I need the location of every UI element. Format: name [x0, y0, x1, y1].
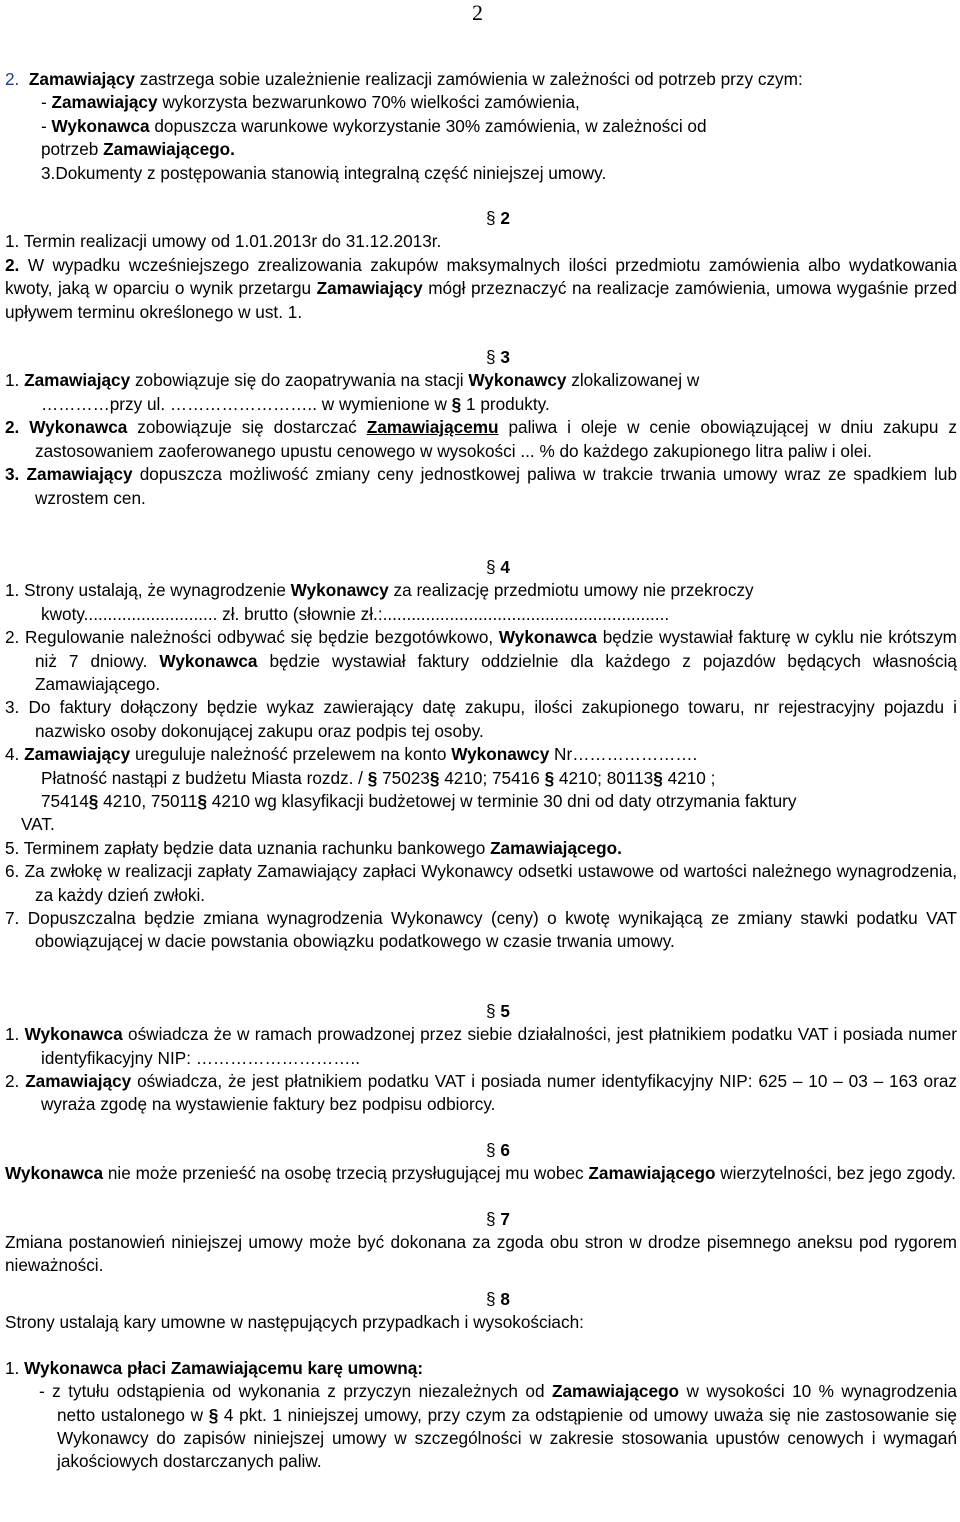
section-5-heading: § 5: [486, 1000, 510, 1021]
paragraph-sign-icon: §: [367, 767, 378, 788]
sec3-point-1-cont: …………przy ul. …………………….. w wymienione w § 1 produkty.: [41, 393, 550, 414]
paragraph-sign-icon: §: [486, 556, 496, 577]
sec7-text: Zmiana postanowień niniejszej umowy może być dokonana za zgoda obu stron w drodze pisemnego aneksu pod rygorem nieważności.: [5, 1232, 957, 1276]
paragraph-sign-icon: §: [486, 1208, 496, 1229]
sec4-point-4-classification: 75414§ 4210, 75011§ 4210 wg klasyfikacji budżetowej w terminie 30 dni od daty otrzymania faktury: [41, 790, 797, 811]
paragraph-sign-icon: §: [486, 1139, 496, 1160]
paragraph-sign-icon: §: [653, 767, 663, 788]
sec4-point-6: 6. Za zwłokę w realizacji zapłaty Zamawiający zapłaci Wykonawcy odsetki ustawowe od wartości należnego wynagrodzenia, za każdy dzień zwłoki.: [5, 861, 957, 905]
paragraph-sign-icon: §: [88, 790, 99, 811]
sec3-point-1: 1. Zamawiający zobowiązuje się do zaopatrywania na stacji Wykonawcy zlokalizowanej w: [5, 370, 700, 391]
sec2-point-2: 2. W wypadku wcześniejszego zrealizowania zakupów maksymalnych ilości przedmiotu zamówienia albo wydatkowania kwoty, jaką w oparciu o wynik przetargu Zamawiający mógł przeznaczyć na realizacje zamówienia, umowa wygaśnie przed upływem terminu określonego w ust. 1.: [5, 254, 957, 322]
sec1-bullet-2-cont: potrzeb Zamawiającego.: [41, 139, 235, 160]
sec8-bullet-1: - z tytułu odstąpienia od wykonania z przyczyn niezależnych od Zamawiającego w wysokości 10 % wynagrodzenia netto ustalonego w § 4 pkt. 1 niniejszej umowy, przy czym za odstąpienie od umowy uważa się nie zastosowanie się Wykonawcy do zapisów niniejszej umowy w szczególności w zakresie stosowania upustów cenowych i wymagań jakościowych dostarczanych paliw.: [39, 1381, 957, 1472]
paragraph-sign-icon: §: [208, 1404, 219, 1425]
section-6-heading: § 6: [486, 1139, 510, 1160]
paragraph-sign-icon: §: [486, 1288, 496, 1309]
page-number: 2: [472, 0, 483, 25]
sec4-point-7: 7. Dopuszczalna będzie zmiana wynagrodzenia Wykonawcy (ceny) o kwotę wynikającą ze zmiany stawki podatku VAT obowiązującej w dacie powstania obowiązku podatkowego w czasie trwania umowy.: [5, 908, 957, 952]
section-2-heading: § 2: [486, 208, 510, 229]
sec4-point-4-payment: Płatność nastąpi z budżetu Miasta rozdz. / § 75023§ 4210; 75416 § 4210; 80113§ 4210 ;: [41, 767, 716, 788]
sec4-point-3: 3. Do faktury dołączony będzie wykaz zawierający datę zakupu, ilości zakupionego towaru, nr rejestracyjny pojazdu i nazwisko osoby dokonującej zakupu oraz podpis tej osoby.: [5, 697, 957, 741]
sec4-point-1-amount: kwoty............................ zł. brutto (słownie zł.:............................................................: [41, 603, 670, 624]
section-3-heading: § 3: [486, 347, 510, 368]
paragraph-sign-icon: §: [429, 767, 440, 788]
sec4-point-4: 4. Zamawiający ureguluje należność przelewem na konto Wykonawcy Nr………………….: [5, 744, 698, 765]
paragraph-sign-icon: §: [197, 790, 208, 811]
sec1-bullet-2: - Wykonawca dopuszcza warunkowe wykorzystanie 30% zamówienia, w zależności od: [41, 115, 707, 136]
sec2-point-1: 1. Termin realizacji umowy od 1.01.2013r do 31.12.2013r.: [5, 231, 442, 252]
sec1-point-3: 3.Dokumenty z postępowania stanowią integralną część niniejszej umowy.: [41, 162, 607, 183]
sec5-point-1: 1. Wykonawca oświadcza że w ramach prowadzonej przez siebie działalności, jest płatnikiem podatku VAT i posiada numer identyfikacyjny NIP: ………………………..: [5, 1024, 957, 1068]
paragraph-sign-icon: §: [486, 1000, 496, 1021]
section-7-heading: § 7: [486, 1208, 510, 1229]
sec1-bullet-1: - Zamawiający wykorzysta bezwarunkowo 70% wielkości zamówienia,: [41, 92, 580, 113]
sec4-point-2: 2. Regulowanie należności odbywać się będzie bezgotówkowo, Wykonawca będzie wystawiał fakturę w cyklu nie krótszym niż 7 dniowy. Wykonawca będzie wystawiał faktury oddzielnie dla każdego z pojazdów będących własnością Zamawiającego.: [5, 627, 957, 694]
sec1-point-2: 2. Zamawiający zastrzega sobie uzależnienie realizacji zamówienia w zależności od potrzeb przy czym:: [5, 69, 803, 89]
sec8-point-1: 1. Wykonawca płaci Zamawiającemu karę umowną:: [5, 1357, 424, 1378]
paragraph-sign-icon: §: [544, 767, 555, 788]
document-body: [5, 68, 957, 1474]
sec4-point-5: 5. Terminem zapłaty będzie data uznania rachunku bankowego Zamawiającego.: [5, 837, 622, 858]
paragraph-sign-icon: §: [486, 347, 496, 368]
section-4-heading: § 4: [486, 556, 510, 577]
sec3-point-3: 3. Zamawiający dopuszcza możliwość zmiany ceny jednostkowej paliwa w trakcie trwania umowy wraz ze spadkiem lub wzrostem cen.: [5, 464, 958, 508]
sec4-point-4-vat: VAT.: [21, 814, 55, 835]
sec4-point-1: 1. Strony ustalają, że wynagrodzenie Wykonawcy za realizację przedmiotu umowy nie przekroczy: [5, 580, 754, 601]
section-8-heading: § 8: [486, 1288, 510, 1309]
paragraph-sign-icon: §: [486, 208, 496, 229]
sec6-text: Wykonawca nie może przenieść na osobę trzecią przysługującej mu wobec Zamawiającego wierzytelności, bez jego zgody.: [5, 1163, 956, 1184]
sec3-point-2: 2. Wykonawca zobowiązuje się dostarczać Zamawiającemu paliwa i oleje w cenie obowiązującej w dniu zakupu z zastosowaniem zaoferowanego upustu cenowego w wysokości ... % do każdego zakupionego litra paliw i olei.: [5, 417, 957, 461]
sec5-point-2: 2. Zamawiający oświadcza, że jest płatnikiem podatku VAT i posiada numer identyfikacyjny NIP: 625 – 10 – 03 – 163 oraz wyraża zgodę na wystawienie faktury bez podpisu odbiorcy.: [5, 1071, 957, 1115]
paragraph-sign-icon: §: [451, 393, 462, 414]
sec8-intro: Strony ustalają kary umowne w następujących przypadkach i wysokościach:: [5, 1312, 584, 1333]
